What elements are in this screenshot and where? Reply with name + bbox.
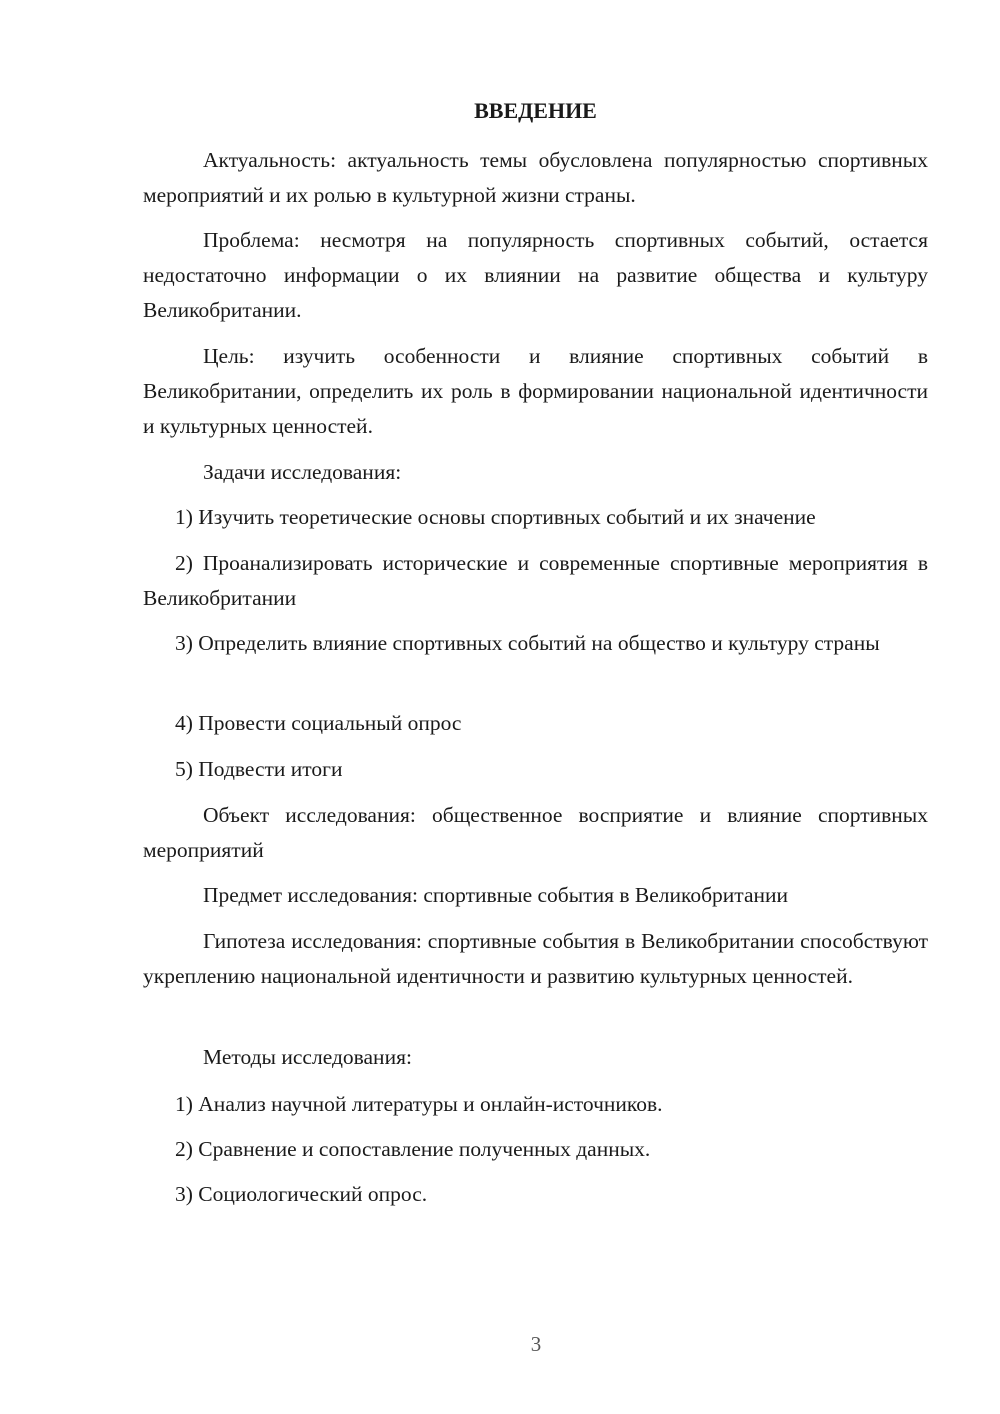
- methods-heading: Методы исследования:: [203, 1045, 412, 1069]
- object-paragraph: Объект исследования: общественное восприятие и влияние спортивных мероприятий: [143, 803, 928, 862]
- page-number: 3: [530, 1332, 542, 1356]
- task-item-3: 3) Определить влияние спортивных событий на общество и культуру страны: [175, 631, 880, 655]
- subject-paragraph: Предмет исследования: спортивные события в Великобритании: [203, 883, 789, 907]
- task-item-2: 2) Проанализировать исторические и современные спортивные мероприятия в Великобритании: [143, 551, 928, 610]
- hypothesis-paragraph: Гипотеза исследования: спортивные события в Великобритании способствуют укреплению национальной идентичности и развитию культурных ценностей.: [143, 929, 928, 988]
- relevance-paragraph: Актуальность: актуальность темы обусловлена популярностью спортивных мероприятий и их ролью в культурной жизни страны.: [143, 148, 928, 207]
- task-item-1: 1) Изучить теоретические основы спортивных событий и их значение: [175, 505, 816, 529]
- method-item-2: 2) Сравнение и сопоставление полученных данных.: [175, 1137, 651, 1161]
- task-item-5: 5) Подвести итоги: [175, 757, 343, 781]
- tasks-heading: Задачи исследования:: [203, 460, 402, 484]
- method-item-3: 3) Социологический опрос.: [175, 1182, 428, 1206]
- goal-paragraph: Цель: изучить особенности и влияние спортивных событий в Великобритании, определить их роль в формировании национальной идентичности и культурных ценностей.: [143, 344, 928, 438]
- problem-paragraph: Проблема: несмотря на популярность спортивных событий, остается недостаточно информации о их влиянии на развитие общества и культуру Великобритании.: [143, 228, 928, 322]
- section-title: ВВЕДЕНИЕ: [474, 98, 597, 123]
- method-item-1: 1) Анализ научной литературы и онлайн-источников.: [175, 1092, 663, 1116]
- task-item-4: 4) Провести социальный опрос: [175, 711, 462, 735]
